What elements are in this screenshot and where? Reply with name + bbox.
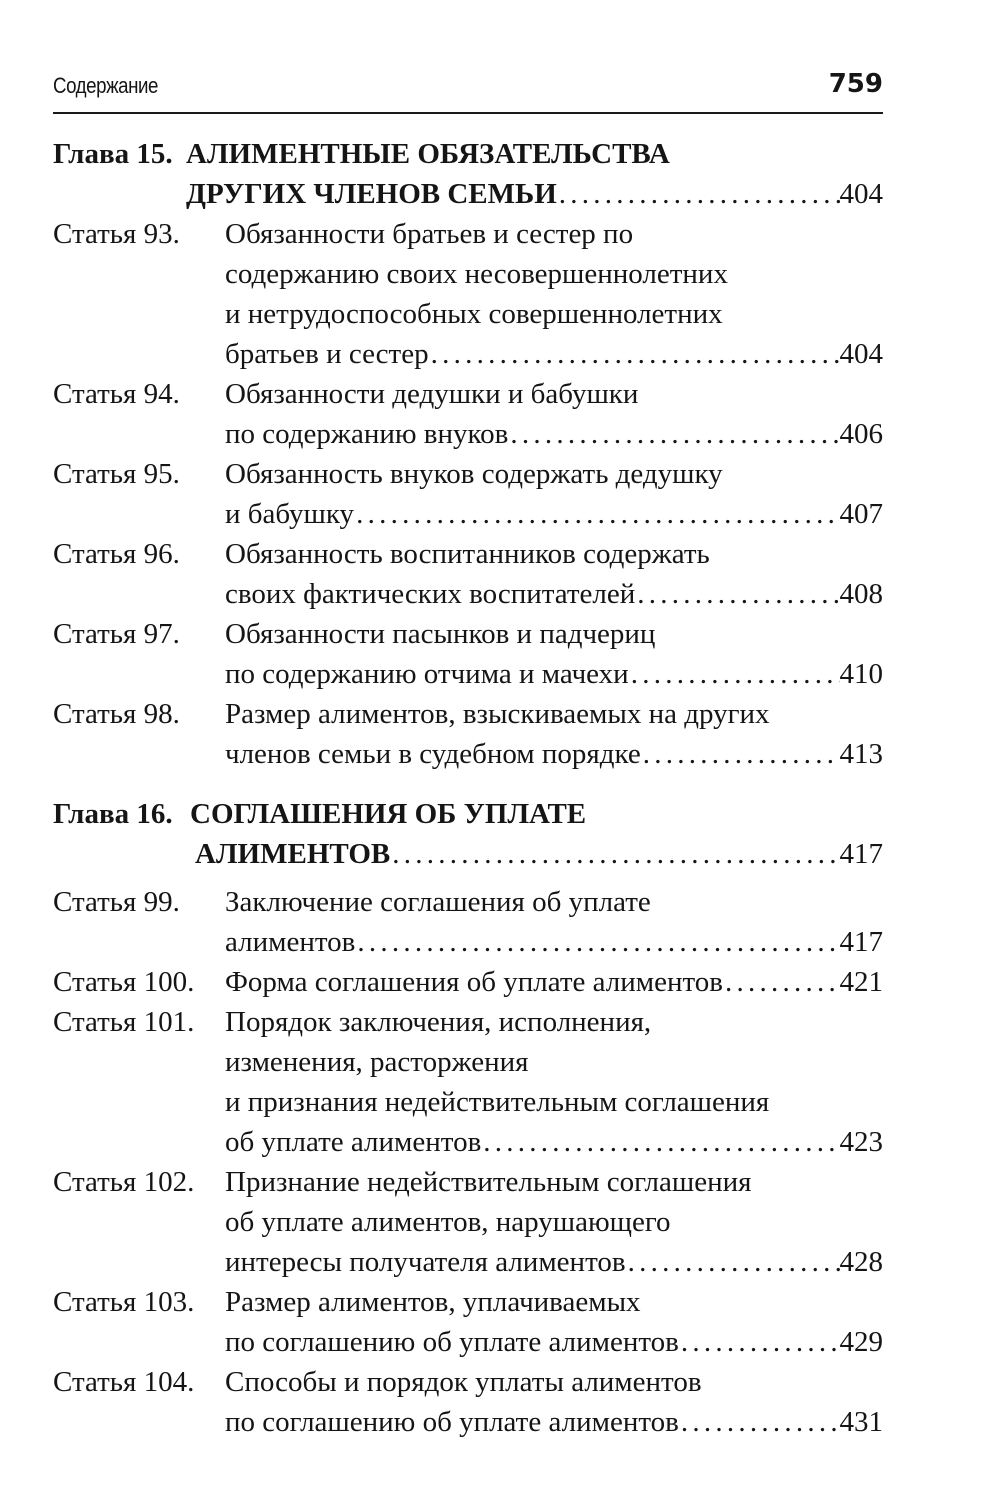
- article-95-title-line-1: Обязанность внуков содержать дедушку: [225, 458, 723, 490]
- toc-article-100: [53, 962, 883, 1002]
- article-96-page: 408: [839, 578, 883, 610]
- article-94-label: Статья 94.: [53, 378, 180, 410]
- page-number: 759: [828, 69, 883, 99]
- article-99-title-line-2: алиментов: [225, 926, 356, 958]
- article-93-label: Статья 93.: [53, 218, 180, 250]
- article-101-page: 423: [839, 1126, 883, 1158]
- toc-article-99: [53, 882, 883, 962]
- toc-article-98: [53, 694, 883, 774]
- article-103-page: 429: [839, 1326, 883, 1358]
- dot-leader: [679, 1322, 840, 1362]
- article-100-label: Статья 100.: [53, 966, 195, 998]
- table-of-contents: [53, 134, 883, 1442]
- article-96-title-line-2: своих фактических воспитателей: [225, 578, 636, 610]
- article-104-label: Статья 104.: [53, 1366, 195, 1398]
- dot-leader: [629, 654, 840, 694]
- article-102-title-line-1: Признание недействительным соглашения: [225, 1166, 752, 1198]
- article-100-page: 421: [839, 966, 883, 998]
- toc-article-101: [53, 1002, 883, 1162]
- article-97-title-line-2: по содержанию отчима и мачехи: [225, 658, 629, 690]
- toc-article-94: [53, 374, 883, 454]
- chapter-16-label: Глава 16.: [53, 798, 173, 830]
- toc-article-103: [53, 1282, 883, 1362]
- article-101-title-line-2: изменения, расторжения: [225, 1046, 529, 1078]
- article-104-title-line-2: по соглашению об уплате алиментов: [225, 1406, 679, 1438]
- chapter-15-heading-line-1: [53, 134, 883, 174]
- article-93-title-line-2: содержанию своих несовершеннолетних: [225, 258, 728, 290]
- article-103-label: Статья 103.: [53, 1286, 195, 1318]
- article-96-label: Статья 96.: [53, 538, 180, 570]
- article-93-title-line-4: братьев и сестер: [225, 338, 429, 370]
- article-101-title-line-1: Порядок заключения, исполнения,: [225, 1006, 652, 1038]
- article-101-title-line-3: и признания недействительным соглашения: [225, 1086, 770, 1118]
- dot-leader: [679, 1402, 840, 1442]
- chapter-16-heading-line-2: [53, 834, 883, 874]
- article-102-page: 428: [839, 1246, 883, 1278]
- article-99-label: Статья 99.: [53, 886, 180, 918]
- running-header-title: Содержание: [53, 73, 159, 98]
- article-95-page: 407: [839, 498, 883, 530]
- dot-leader: [355, 922, 839, 962]
- article-94-title-line-1: Обязанности дедушки и бабушки: [225, 378, 639, 410]
- dot-leader: [635, 574, 839, 614]
- running-header: [53, 58, 883, 114]
- article-95-title-line-2: и бабушку: [225, 498, 355, 530]
- article-94-title-line-2: по содержанию внуков: [225, 418, 509, 450]
- dot-leader: [557, 174, 840, 214]
- toc-article-97: [53, 614, 883, 694]
- article-98-title-line-2: членов семьи в судебном порядке: [225, 738, 641, 770]
- dot-leader: [641, 734, 840, 774]
- dot-leader: [390, 834, 839, 874]
- toc-chapter-15: [53, 134, 883, 214]
- toc-article-102: [53, 1162, 883, 1282]
- chapter-15-title-line-1: АЛИМЕНТНЫЕ ОБЯЗАТЕЛЬСТВА: [186, 138, 670, 170]
- article-103-title-line-1: Размер алиментов, уплачиваемых: [225, 1286, 641, 1318]
- article-98-title-line-1: Размер алиментов, взыскиваемых на других: [225, 698, 770, 730]
- article-101-label: Статья 101.: [53, 1006, 195, 1038]
- dot-leader: [508, 414, 839, 454]
- chapter-16-title-line-2: АЛИМЕНТОВ: [195, 838, 391, 870]
- article-98-page: 413: [839, 738, 883, 770]
- article-101-title-line-4: об уплате алиментов: [225, 1126, 482, 1158]
- toc-article-96: [53, 534, 883, 614]
- article-93-page: 404: [839, 338, 883, 370]
- article-99-page: 417: [839, 926, 883, 958]
- book-page: [53, 0, 883, 1503]
- chapter-15-page: 404: [839, 178, 883, 210]
- chapter-15-heading-line-2: [53, 174, 883, 214]
- article-99-title-line-1: Заключение соглашения об уплате: [225, 886, 651, 918]
- article-100-title-line-1: Форма соглашения об уплате алиментов: [225, 966, 723, 998]
- toc-article-93: [53, 214, 883, 374]
- chapter-15-label: Глава 15.: [53, 138, 173, 170]
- article-102-title-line-2: об уплате алиментов, нарушающего: [225, 1206, 671, 1238]
- article-104-page: 431: [839, 1406, 883, 1438]
- dot-leader: [354, 494, 839, 534]
- article-95-label: Статья 95.: [53, 458, 180, 490]
- dot-leader: [481, 1122, 839, 1162]
- article-98-label: Статья 98.: [53, 698, 180, 730]
- article-102-label: Статья 102.: [53, 1166, 195, 1198]
- article-94-page: 406: [839, 418, 883, 450]
- chapter-16-title-line-1: СОГЛАШЕНИЯ ОБ УПЛАТЕ: [190, 798, 587, 830]
- dot-leader: [723, 962, 840, 1002]
- dot-leader: [429, 334, 840, 374]
- article-97-title-line-1: Обязанности пасынков и падчериц: [225, 618, 656, 650]
- chapter-16-page: 417: [839, 838, 883, 870]
- chapter-15-title-line-2: ДРУГИХ ЧЛЕНОВ СЕМЬИ: [186, 178, 557, 210]
- article-104-title-line-1: Способы и порядок уплаты алиментов: [225, 1366, 702, 1398]
- article-97-label: Статья 97.: [53, 618, 180, 650]
- toc-chapter-16: [53, 794, 883, 874]
- article-103-title-line-2: по соглашению об уплате алиментов: [225, 1326, 679, 1358]
- article-97-page: 410: [839, 658, 883, 690]
- article-96-title-line-1: Обязанность воспитанников содержать: [225, 538, 710, 570]
- dot-leader: [626, 1242, 840, 1282]
- toc-article-104: [53, 1362, 883, 1442]
- toc-article-95: [53, 454, 883, 534]
- article-93-title-line-3: и нетрудоспособных совершеннолетних: [225, 298, 723, 330]
- article-102-title-line-3: интересы получателя алиментов: [225, 1246, 626, 1278]
- chapter-16-heading-line-1: [53, 794, 883, 834]
- article-93-title-line-1: Обязанности братьев и сестер по: [225, 218, 634, 250]
